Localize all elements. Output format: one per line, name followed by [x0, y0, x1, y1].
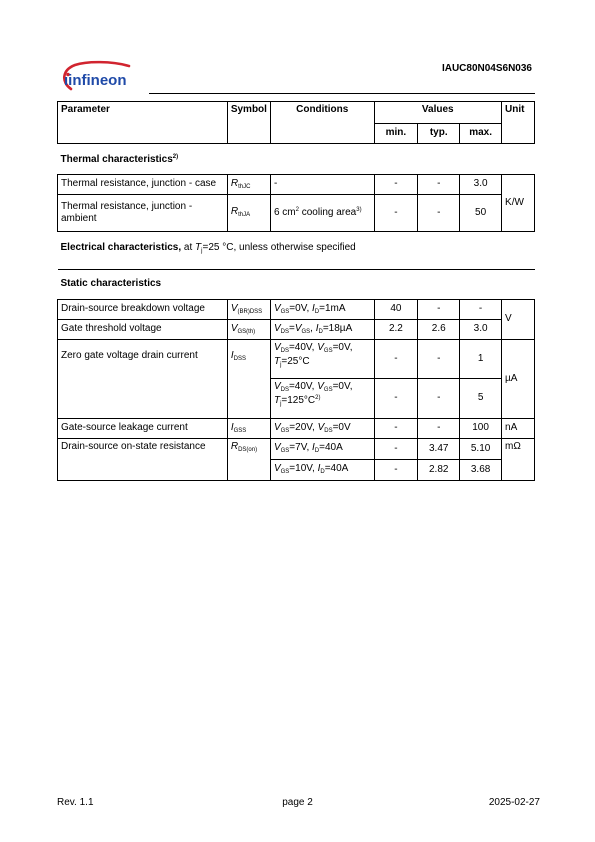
max-value: 5.10: [460, 439, 502, 460]
unit-v: V: [502, 300, 535, 340]
typ-value: -: [418, 379, 460, 419]
param-rthja: Thermal resistance, junction - ambient: [58, 195, 228, 232]
typ-value: -: [418, 419, 460, 439]
typ-value: -: [418, 340, 460, 379]
cond-rthjc: -: [270, 175, 374, 195]
logo-text: infineon: [68, 72, 127, 89]
max-value: 5: [460, 379, 502, 419]
param-vth: Gate threshold voltage: [58, 320, 228, 340]
param-igss: Gate-source leakage current: [58, 419, 228, 439]
table-row: [58, 300, 535, 320]
typ-value: 3.47: [418, 439, 460, 460]
cond-vth: $V_{DS}=V_{GS}$, $I_D=18\mu A$: [270, 320, 374, 340]
max-value: -: [460, 300, 502, 320]
min-value: -: [374, 419, 418, 439]
max-value: 3.0: [460, 320, 502, 340]
max-value: 50: [460, 195, 502, 232]
min-value: -: [374, 175, 418, 195]
svg-text:ıinfineon: ıinfineon: [64, 72, 127, 89]
cond-vbr: $V_{GS}=0V$, $I_D=1mA$: [270, 300, 374, 320]
unit-na: nA: [502, 419, 535, 439]
section-electrical: Electrical characteristics, at $T_j=25$ °C, unless otherwise specified: [58, 232, 535, 270]
unit-mohm: mΩ: [502, 439, 535, 481]
param-rthjc: Thermal resistance, junction - case: [58, 175, 228, 195]
unit-kw: K/W: [502, 175, 535, 232]
max-value: 3.68: [460, 460, 502, 481]
symbol-idss: $I_{DSS}$: [227, 340, 270, 419]
table-row: [58, 195, 535, 232]
min-value: -: [374, 439, 418, 460]
min-value: -: [374, 340, 418, 379]
cond-rthja: 6 $cm^2$ cooling area$^{3)}$: [270, 195, 374, 232]
infineon-logo: [57, 60, 143, 96]
typ-value: -: [418, 300, 460, 320]
symbol-rthjc: $R_{thJC}$: [227, 175, 270, 195]
cond-igss: $V_{GS}=20V$, $V_{DS}=0V$: [270, 419, 374, 439]
table-row: [58, 320, 535, 340]
header-unit: Unit: [502, 102, 535, 144]
symbol-rthja: $R_{thJA}$: [227, 195, 270, 232]
header-rule: [149, 93, 535, 94]
max-value: 3.0: [460, 175, 502, 195]
characteristics-table: [57, 101, 535, 481]
unit-ua: µA: [502, 340, 535, 419]
cond-rdson-7v: $V_{GS}=7V$, $I_D=40A$: [270, 439, 374, 460]
footer-page: page 2: [282, 797, 313, 808]
table-row: [58, 175, 535, 195]
header-max: max.: [460, 124, 502, 144]
header-conditions: Conditions: [270, 102, 374, 144]
max-value: 100: [460, 419, 502, 439]
footer-revision: Rev. 1.1: [57, 797, 94, 808]
table-row: [58, 419, 535, 439]
cond-idss-25: $V_{DS}=40V$, $V_{GS}=0V$, $T_j=25^\circ C$: [270, 340, 374, 379]
section-static: Static characteristics: [58, 270, 535, 300]
param-idss: Zero gate voltage drain current: [58, 340, 228, 419]
section-thermal: Thermal characteristics$^{2)}$: [58, 144, 535, 175]
table-row: [58, 340, 535, 379]
table-row: [58, 439, 535, 460]
min-value: 2.2: [374, 320, 418, 340]
min-value: 40: [374, 300, 418, 320]
symbol-vbr: $V_{(BR)DSS}$: [227, 300, 270, 320]
typ-value: -: [418, 175, 460, 195]
symbol-vth: $V_{GS(th)}$: [227, 320, 270, 340]
symbol-igss: $I_{GSS}$: [227, 419, 270, 439]
header-typ: typ.: [418, 124, 460, 144]
header-symbol: Symbol: [227, 102, 270, 144]
typ-value: 2.82: [418, 460, 460, 481]
param-rdson: Drain-source on-state resistance: [58, 439, 228, 481]
typ-value: 2.6: [418, 320, 460, 340]
footer-date: 2025-02-27: [488, 797, 540, 808]
symbol-rdson: $R_{DS(on)}$: [227, 439, 270, 481]
cond-rdson-10v: $V_{GS}=10V$, $I_D=40A$: [270, 460, 374, 481]
header-min: min.: [374, 124, 418, 144]
typ-value: -: [418, 195, 460, 232]
header-parameter: Parameter: [58, 102, 228, 144]
param-vbr: Drain-source breakdown voltage: [58, 300, 228, 320]
min-value: -: [374, 379, 418, 419]
header-values: Values: [374, 102, 502, 124]
min-value: -: [374, 195, 418, 232]
max-value: 1: [460, 340, 502, 379]
min-value: -: [374, 460, 418, 481]
cond-idss-125: $V_{DS}=40V$, $V_{GS}=0V$, $T_j=125^\circ C^{2)}$: [270, 379, 374, 419]
part-number: IAUC80N04S6N036: [441, 63, 532, 74]
